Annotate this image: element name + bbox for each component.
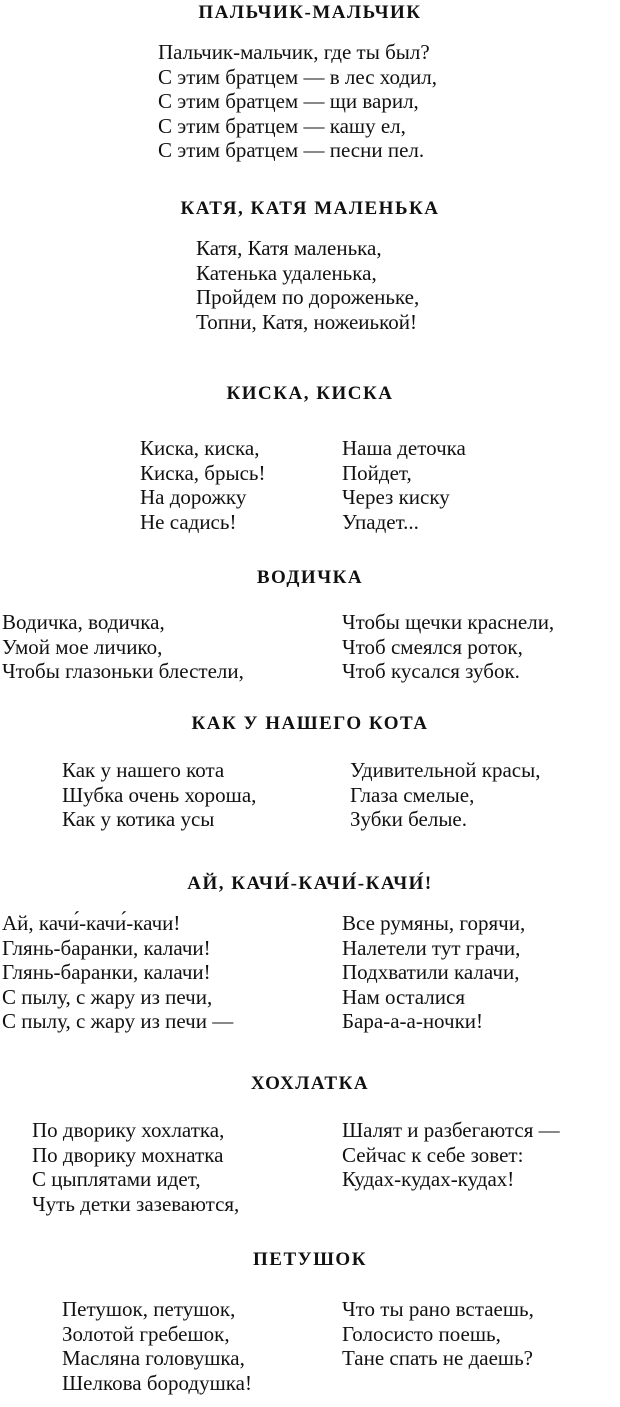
poem-line: Голосисто поешь,: [342, 1321, 501, 1346]
poem-line: Катя, Катя маленька,: [196, 236, 382, 260]
poem-line: Чтоб смеялся роток,: [342, 634, 523, 659]
poem-line: Ай, качи́-качи́-качи!: [2, 911, 181, 935]
poem-line: С этим братцем — щи варил,: [158, 89, 419, 113]
poem-title: КАТЯ, КАТЯ МАЛЕНЬКА: [180, 198, 440, 219]
poem-line: Пройдем по дороженьке,: [196, 285, 420, 309]
poem-title: КИСКА, КИСКА: [226, 383, 394, 404]
poem-line: Чтобы глазоньки блестели,: [2, 659, 244, 683]
poem-ay-kachi-kachi: [0, 871, 620, 1033]
poem-line: Подхватили калачи,: [342, 960, 520, 984]
poem-line: Удивительной красы,: [350, 758, 541, 782]
poem-line: Пальчик-мальчик, где ты был?: [158, 40, 430, 64]
poem-line: Водичка, водичка,: [2, 610, 165, 634]
poem-column-right: [342, 1118, 560, 1192]
poem-line: Чтоб кусался зубок.: [342, 659, 520, 683]
poem-column-left: [62, 758, 256, 832]
poem-kak-u-nashego-kota: [0, 711, 620, 831]
poem-column-left: [2, 610, 244, 684]
poem-column-right: [350, 758, 541, 832]
poem-katya-malenka: [0, 196, 620, 334]
poem-column-left: [62, 1297, 252, 1395]
poem-line: Все румяны, горячи,: [342, 911, 526, 935]
poem-line: Глянь-баранки, калачи!: [2, 935, 211, 960]
poem-line: Наша деточка: [342, 436, 466, 460]
poem-kiska-kiska: [0, 381, 620, 534]
poem-column-left: [2, 911, 233, 1034]
poem-line: С цыплятами идет,: [32, 1167, 201, 1191]
poem-title: ВОДИЧКА: [256, 567, 364, 588]
poem-column-right: [342, 436, 466, 534]
poem-line: Масляна головушка,: [62, 1346, 245, 1370]
poem-line: Кудах-кудах-кудах!: [342, 1167, 515, 1191]
poem-line: Глаза смелые,: [350, 782, 475, 807]
poem-line: Петушок, петушок,: [62, 1297, 236, 1321]
poem-line: Глянь-баранки, калачи!: [2, 960, 211, 984]
poem-line: С этим братцем — кашу ел,: [158, 113, 406, 138]
poem-line: Шелкова бородушка!: [62, 1370, 252, 1395]
poem-column: [196, 236, 419, 334]
poem-line: Через киску: [342, 485, 450, 509]
poem-line: Что ты рано встаешь,: [342, 1297, 534, 1321]
poem-vodichka: [0, 565, 620, 683]
poem-column-right: [342, 1297, 534, 1371]
poem-line: Шалят и разбегаются —: [342, 1118, 560, 1142]
poem-line: Киска, киска,: [140, 436, 260, 460]
poem-line: На дорожку: [140, 485, 247, 509]
poem-line: С этим братцем — песни пел.: [158, 138, 425, 162]
poem-line: По дворику мохнатка: [32, 1142, 224, 1167]
poem-title: ПЕТУШОК: [253, 1249, 367, 1270]
poem-line: Шубка очень хороша,: [62, 782, 257, 807]
poem-line: Зубки белые.: [350, 807, 468, 831]
poem-line: Золотой гребешок,: [62, 1321, 230, 1346]
poem-line: Тане спать не даешь?: [342, 1346, 533, 1370]
poem-line: Упадет...: [342, 509, 419, 534]
poem-hohlatka: [0, 1071, 620, 1216]
poem-column: [158, 40, 437, 163]
poem-line: Налетели тут грачи,: [342, 935, 521, 960]
poem-column-right: [342, 610, 554, 684]
poem-line: Как у котика усы: [62, 807, 215, 831]
poem-line: Топни, Катя, ножеиькой!: [196, 309, 417, 334]
poem-title: ПАЛЬЧИК-МАЛЬЧИК: [198, 2, 422, 23]
poem-line: С этим братцем — в лес ходил,: [158, 64, 438, 89]
poem-line: Чуть детки зазеваются,: [32, 1191, 240, 1216]
poem-line: С пылу, с жару из печи —: [2, 1009, 234, 1033]
poem-column-left: [140, 436, 265, 534]
poem-column-right: [342, 911, 525, 1034]
poem-line: Умой мое личико,: [2, 634, 163, 659]
poem-line: Сейчас к себе зовет:: [342, 1142, 524, 1167]
poem-line: Пойдет,: [342, 460, 412, 485]
poem-petushok: [0, 1247, 620, 1395]
poem-title: АЙ, КАЧИ́-КАЧИ́-КАЧИ́!: [187, 873, 433, 894]
poem-palchik-malchik: [0, 0, 620, 162]
poem-line: Нам осталися: [342, 984, 466, 1009]
poem-line: Бара-а-а-ночки!: [342, 1009, 484, 1033]
poem-line: С пылу, с жару из печи,: [2, 984, 213, 1009]
poem-line: Не садись!: [140, 509, 237, 534]
poem-line: Чтобы щечки краснели,: [342, 610, 555, 634]
poem-line: Как у нашего кота: [62, 758, 225, 782]
poem-line: Катенька удаленька,: [196, 260, 377, 285]
poem-title: КАК У НАШЕГО КОТА: [191, 713, 429, 734]
poem-title: ХОХЛАТКА: [250, 1073, 370, 1094]
poem-column-left: [32, 1118, 239, 1216]
poem-line: По дворику хохлатка,: [32, 1118, 225, 1142]
poem-line: Киска, брысь!: [140, 460, 266, 485]
